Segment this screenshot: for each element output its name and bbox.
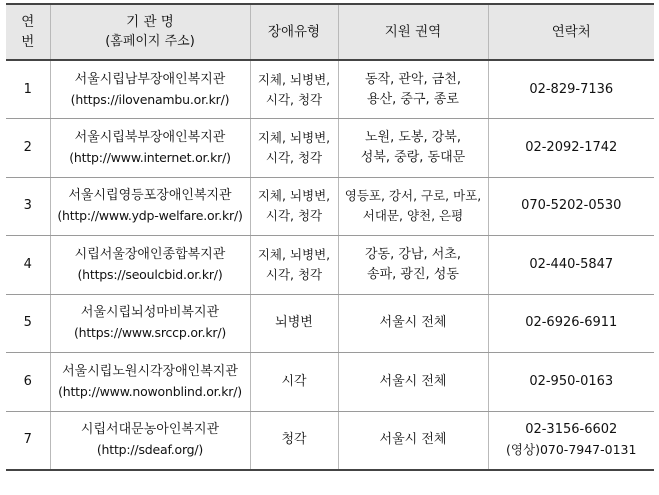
support-area-cell: 동작, 관악, 금천, 용산, 중구, 종로 — [338, 60, 488, 119]
welfare-center-table-container — [6, 3, 654, 471]
disability-type-cell: 시각 — [250, 353, 338, 412]
row-number: 3 — [6, 177, 50, 236]
disability-type-cell: 청각 — [250, 411, 338, 470]
center-name: 서울시립북부장애인복지관 — [74, 129, 226, 145]
center-name-cell — [50, 60, 250, 119]
support-area-cell: 강동, 강남, 서초, 송파, 광진, 성동 — [338, 236, 488, 295]
table-row — [6, 294, 654, 353]
disability-type-cell: 지체, 뇌병변, 시각, 청각 — [250, 60, 338, 119]
disability-type-cell: 뇌병변 — [250, 294, 338, 353]
table-row — [6, 119, 654, 178]
center-name: 서울시립남부장애인복지관 — [74, 71, 226, 87]
header-name: 기 관 명 (홈페이지 주소) — [50, 4, 250, 60]
contact-cell: 02-950-0163 — [488, 353, 654, 412]
video-phone: (영상)070-7947-0131 — [506, 442, 637, 457]
center-name-cell — [50, 119, 250, 178]
table-row — [6, 60, 654, 119]
header-area: 지원 권역 — [338, 4, 488, 60]
contact-cell: 02-829-7136 — [488, 60, 654, 119]
center-name-cell — [50, 177, 250, 236]
row-number: 7 — [6, 411, 50, 470]
support-area-cell: 노원, 도봉, 강북, 성북, 중랑, 동대문 — [338, 119, 488, 178]
contact-cell: 02-440-5847 — [488, 236, 654, 295]
table-header-row — [6, 4, 654, 60]
support-area-cell: 서울시 전체 — [338, 411, 488, 470]
center-url[interactable]: (http://www.ydp-welfare.or.kr/) — [57, 208, 243, 224]
center-name: 시립서대문농아인복지관 — [80, 422, 220, 437]
contact-cell: 02-6926-6911 — [488, 294, 654, 353]
center-name-cell — [50, 236, 250, 295]
center-name-cell — [50, 411, 250, 470]
header-contact: 연락처 — [488, 4, 654, 60]
table-row — [6, 177, 654, 236]
table-row — [6, 353, 654, 412]
center-name: 서울시립노원시각장애인복지관 — [62, 363, 238, 379]
row-number: 2 — [6, 119, 50, 178]
disability-type-cell: 지체, 뇌병변, 시각, 청각 — [250, 236, 338, 295]
support-area-cell: 서울시 전체 — [338, 353, 488, 412]
center-name: 서울시립영등포장애인복지관 — [68, 188, 232, 204]
center-url[interactable]: (https://seoulcbid.or.kr/) — [77, 266, 223, 282]
center-url[interactable]: (https://ilovenambu.or.kr/) — [70, 91, 230, 107]
header-type: 장애유형 — [250, 4, 338, 60]
disability-type-cell: 지체, 뇌병변, 시각, 청각 — [250, 119, 338, 178]
center-name-cell — [50, 353, 250, 412]
contact-cell: 02-3156-6602 (영상)070-7947-0131 — [488, 411, 654, 470]
center-url[interactable]: (https://www.srccp.or.kr/) — [73, 325, 227, 341]
row-number: 4 — [6, 236, 50, 295]
header-no: 연 번 — [6, 4, 50, 60]
row-number: 5 — [6, 294, 50, 353]
support-area-cell: 영등포, 강서, 구로, 마포, 서대문, 양천, 은평 — [338, 177, 488, 236]
row-number: 6 — [6, 353, 50, 412]
table-row — [6, 236, 654, 295]
center-url[interactable]: (http://www.nowonblind.or.kr/) — [58, 383, 242, 399]
center-url[interactable]: (http://www.internet.or.kr/) — [69, 149, 231, 165]
center-name-cell — [50, 294, 250, 353]
center-url[interactable]: (http://sdeaf.org/) — [96, 442, 204, 457]
contact-cell: 070-5202-0530 — [488, 177, 654, 236]
support-area-cell: 서울시 전체 — [338, 294, 488, 353]
row-number: 1 — [6, 60, 50, 119]
center-name: 서울시립뇌성마비복지관 — [80, 305, 220, 321]
table-row — [6, 411, 654, 470]
center-name: 시립서울장애인종합복지관 — [74, 246, 226, 262]
contact-cell: 02-2092-1742 — [488, 119, 654, 178]
welfare-center-table — [6, 3, 654, 471]
disability-type-cell: 지체, 뇌병변, 시각, 청각 — [250, 177, 338, 236]
